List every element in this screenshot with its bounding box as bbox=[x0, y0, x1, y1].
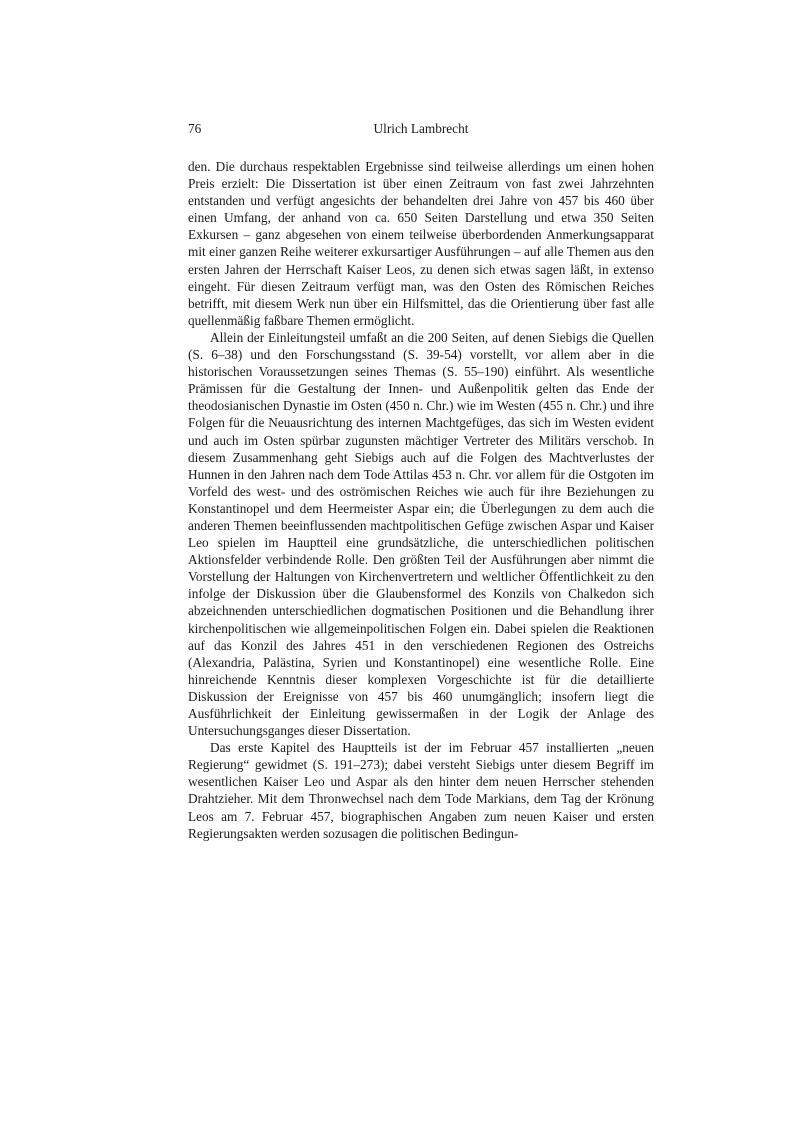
paragraph: Allein der Einleitungsteil umfaßt an die 200 Seiten, auf denen Siebigs die Quellen (S. 6–38) und den Forschungsstand (S. 39-54) vorstellt, vor allem aber in die historischen Voraussetzungen seines Themas (S. 55–190) einführt. Als wesentliche Prämissen für die Gestaltung der Innen- und Außenpolitik gelten das Ende der theodosianischen Dynastie im Osten (450 n. Chr.) wie im Westen (455 n. Chr.) und ihre Folgen für die Neuausrichtung des internen Machtgefüges, das sich im Westen evident und auch im Osten spürbar zugunsten mächtiger Vertreter des Militärs verschob. In diesem Zusammenhang geht Siebigs auch auf die Folgen des Machtverlustes der Hunnen in den Jahren nach dem Tode Attilas 453 n. Chr. vor allem für die Ostgoten im Vorfeld des west- und des oströmischen Reiches wie auch für ihre Beziehungen zu Konstantinopel und dem Heermeister Aspar ein; die Überlegungen zu dem auch die anderen Themen beeinflussenden machtpolitischen Gefüge zwischen Aspar und Kaiser Leo spielen im Hauptteil eine grundsätzliche, die unterschiedlichen politischen Aktionsfelder verbindende Rolle. Den größten Teil der Ausführungen aber nimmt die Vorstellung der Haltungen von Kirchenvertretern und weltlicher Öffentlichkeit zu den infolge der Diskussion über die Glaubensformel des Konzils von Chalkedon sich abzeichnenden unterschiedlichen dogmatischen Positionen und die Behandlung ihrer kirchenpolitischen wie allgemeinpolitischen Folgen ein. Dabei spielen die Reaktionen auf das Konzil des Jahres 451 in den verschiedenen Regionen des Ostreichs (Alexandria, Palästina, Syrien und Konstantinopel) eine wesentliche Rolle. Eine hinreichende Kenntnis dieser komplexen Vorgeschichte ist für die detaillierte Diskussion der Ereignisse von 457 bis 460 unumgänglich; insofern liegt die Ausführlichkeit der Einleitung gewissermaßen in der Logik der Anlage des Untersuchungsganges dieser Dissertation. bbox=[188, 329, 654, 739]
body-text bbox=[188, 158, 654, 842]
running-title: Ulrich Lambrecht bbox=[373, 121, 469, 136]
running-head bbox=[188, 120, 654, 138]
paragraph: den. Die durchaus respektablen Ergebnisse sind teilweise allerdings um einen hohen Preis erzielt: Die Dissertation ist über einen Zeitraum von fast zwei Jahrzehnten entstanden und verfügt angesichts der behandelten drei Jahre von 457 bis 460 über einen Umfang, der anhand von ca. 650 Seiten Darstellung und etwa 350 Seiten Exkursen – ganz abgesehen von einem teilweise überbordenden Anmerkungsapparat mit einer ganzen Reihe weiterer exkursartiger Ausführungen – auf alle Themen aus den ersten Jahren der Herrschaft Kaiser Leos, zu denen sich etwas sagen läßt, in extenso eingeht. Für diesen Zeitraum verfügt man, was den Osten des Römischen Reiches betrifft, mit diesem Werk nun über ein Hilfsmittel, das die Orientierung über fast alle quellenmäßig faßbare Themen ermöglicht. bbox=[188, 159, 654, 328]
page-number: 76 bbox=[188, 121, 202, 136]
paragraph: Das erste Kapitel des Hauptteils ist der im Februar 457 installierten „neuen Regierung“ gewidmet (S. 191–273); dabei versteht Siebigs unter diesem Begriff im wesentlichen Kaiser Leo und Aspar als den hinter dem neuen Herrscher stehenden Drahtzieher. Mit dem Thronwechsel nach dem Tode Markians, dem Tag der Krönung Leos am 7. Februar 457, biographischen Angaben zum neuen Kaiser und ersten Regierungsakten werden sozusagen die politischen Bedingun- bbox=[188, 740, 654, 841]
